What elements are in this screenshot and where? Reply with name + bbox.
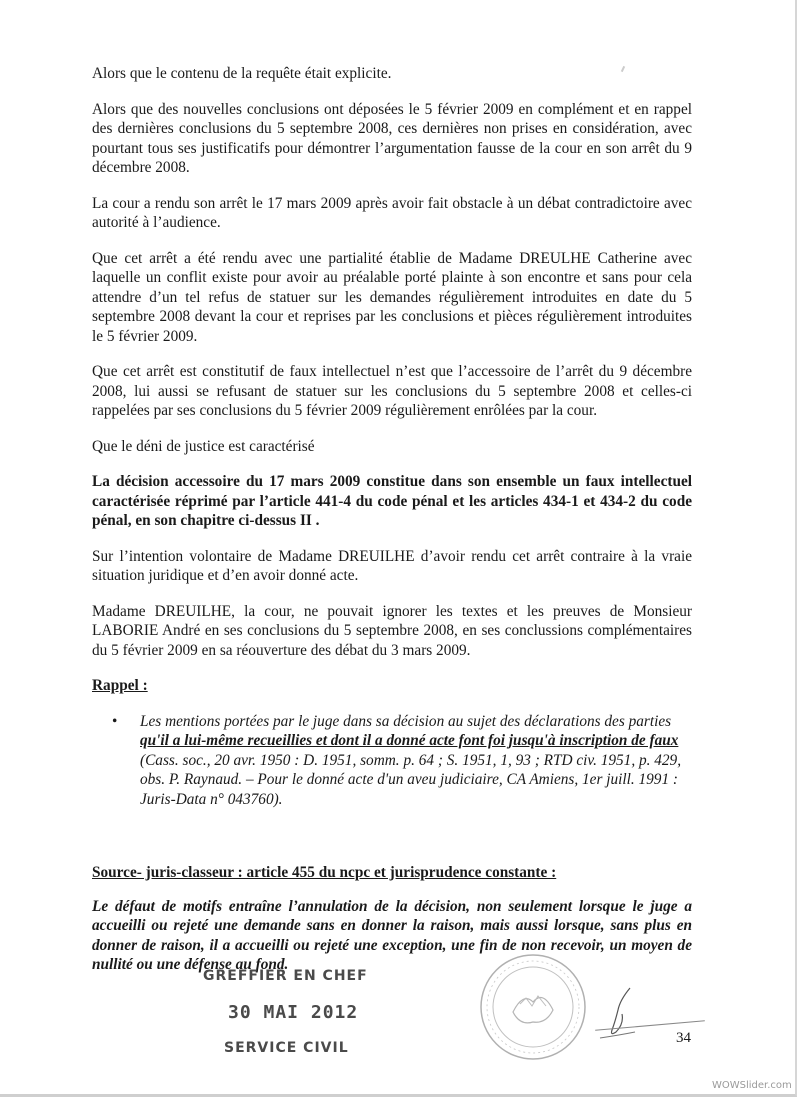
paragraph-4: Que cet arrêt a été rendu avec une partialité établie de Madame DREULHE Catherine avec laquelle un conflit existe pour avoir au préalable porté plainte à son encontre et sans pour cela attendre d’un tel refus de statuer sur les demandes régulièrement introduites en date du 5 septembre 2008 devant la cour et reprises par les conclusions et pièces régulièrement introduites le 5 février 2009. [92,249,692,345]
source-heading: Source- juris-classeur : article 455 du ncpc et jurisprudence constante : [92,864,557,881]
bullet-text [140,712,692,810]
document-body [92,64,692,975]
paragraph-1: Alors que le contenu de la requête était explicite. [92,65,392,82]
final-paragraph: Le défaut de motifs entraîne l’annulation de la décision, non seulement lorsque le juge a accueilli ou rejeté une demande sans en donner la raison, mais aussi lorsque, sans plus en donner de raison, il a accueilli ou rejeté une exception, une fin de non recevoir, un moyen de nullité ou une défense au fond. [92,897,692,973]
paragraph-5: Que cet arrêt est constitutif de faux intellectuel n’est que l’accessoire de l’arrêt du 9 décembre 2008, lui aussi se refusant de statuer sur les conclusions du 5 septembre 2008 et celles-ci rappelées par ses conclusions du 5 février 2009 régulièrement enrôlées par la cour. [92,363,692,419]
stamp-greffier: GREFFIER EN CHEF [203,968,368,984]
paragraph-8: Madame DREUILHE, la cour, ne pouvait ignorer les textes et les preuves de Monsieur LABORIE André en ses conclusions du 5 septembre 2008, en ses conclussions complémentaires du 5 février 2009 en sa réouverture des débat du 3 mars 2009. [92,602,692,659]
watermark: WOWSlider.com [712,1080,792,1091]
paragraph-3: La cour a rendu son arrêt le 17 mars 2009 après avoir fait obstacle à un débat contradictoire avec autorité à l’audience. [92,194,692,231]
bullet-item [112,712,692,810]
bullet-text-part1: Les mentions portées par le juge dans sa décision au sujet des déclarations des parties [140,712,672,730]
signature-icon [560,980,670,1050]
bullet-text-part3: (Cass. soc., 20 avr. 1950 : D. 1951, somm. p. 64 ; S. 1951, 1, 93 ; RTD civ. 1951, p. 429, obs. P. Raynaud. – Pour le donné acte d'un aveu judiciaire, CA Amiens, 1er juill. 1991 : Juris-Data n° 043760). [140,751,682,808]
paragraph-2: Alors que des nouvelles conclusions ont déposées le 5 février 2009 en complément et en rappel des dernières conclusions du 5 septembre 2008, ces dernières non prises en considération, avec pourtant tous ses justificatifs pour démontrer l’argumentation fausse de la cour en son arrêt du 9 décembre 2008. [92,100,692,176]
stamp-service: SERVICE CIVIL [224,1040,349,1056]
paragraph-6: Que le déni de justice est caractérisé [92,437,315,455]
rappel-heading: Rappel : [92,677,148,694]
paragraph-7: Sur l’intention volontaire de Madame DREUILHE d’avoir rendu cet arrêt contraire à la vraie situation juridique et d’en avoir donné acte. [92,547,692,584]
page-number: 34 [676,1030,691,1046]
stamp-date: 30 MAI 2012 [228,1002,359,1023]
bullet-text-emphasis: qu'il a lui-même recueillies et dont il a donné acte font foi jusqu'à inscription de faux [140,732,679,749]
bullet-glyph: • [112,712,118,730]
bold-paragraph: La décision accessoire du 17 mars 2009 constitue dans son ensemble un faux intellectuel caractérisée réprimé par l’article 441-4 du code pénal et les articles 434-1 et 434-2 du code pénal, en son chapitre ci-dessus II . [92,473,692,529]
